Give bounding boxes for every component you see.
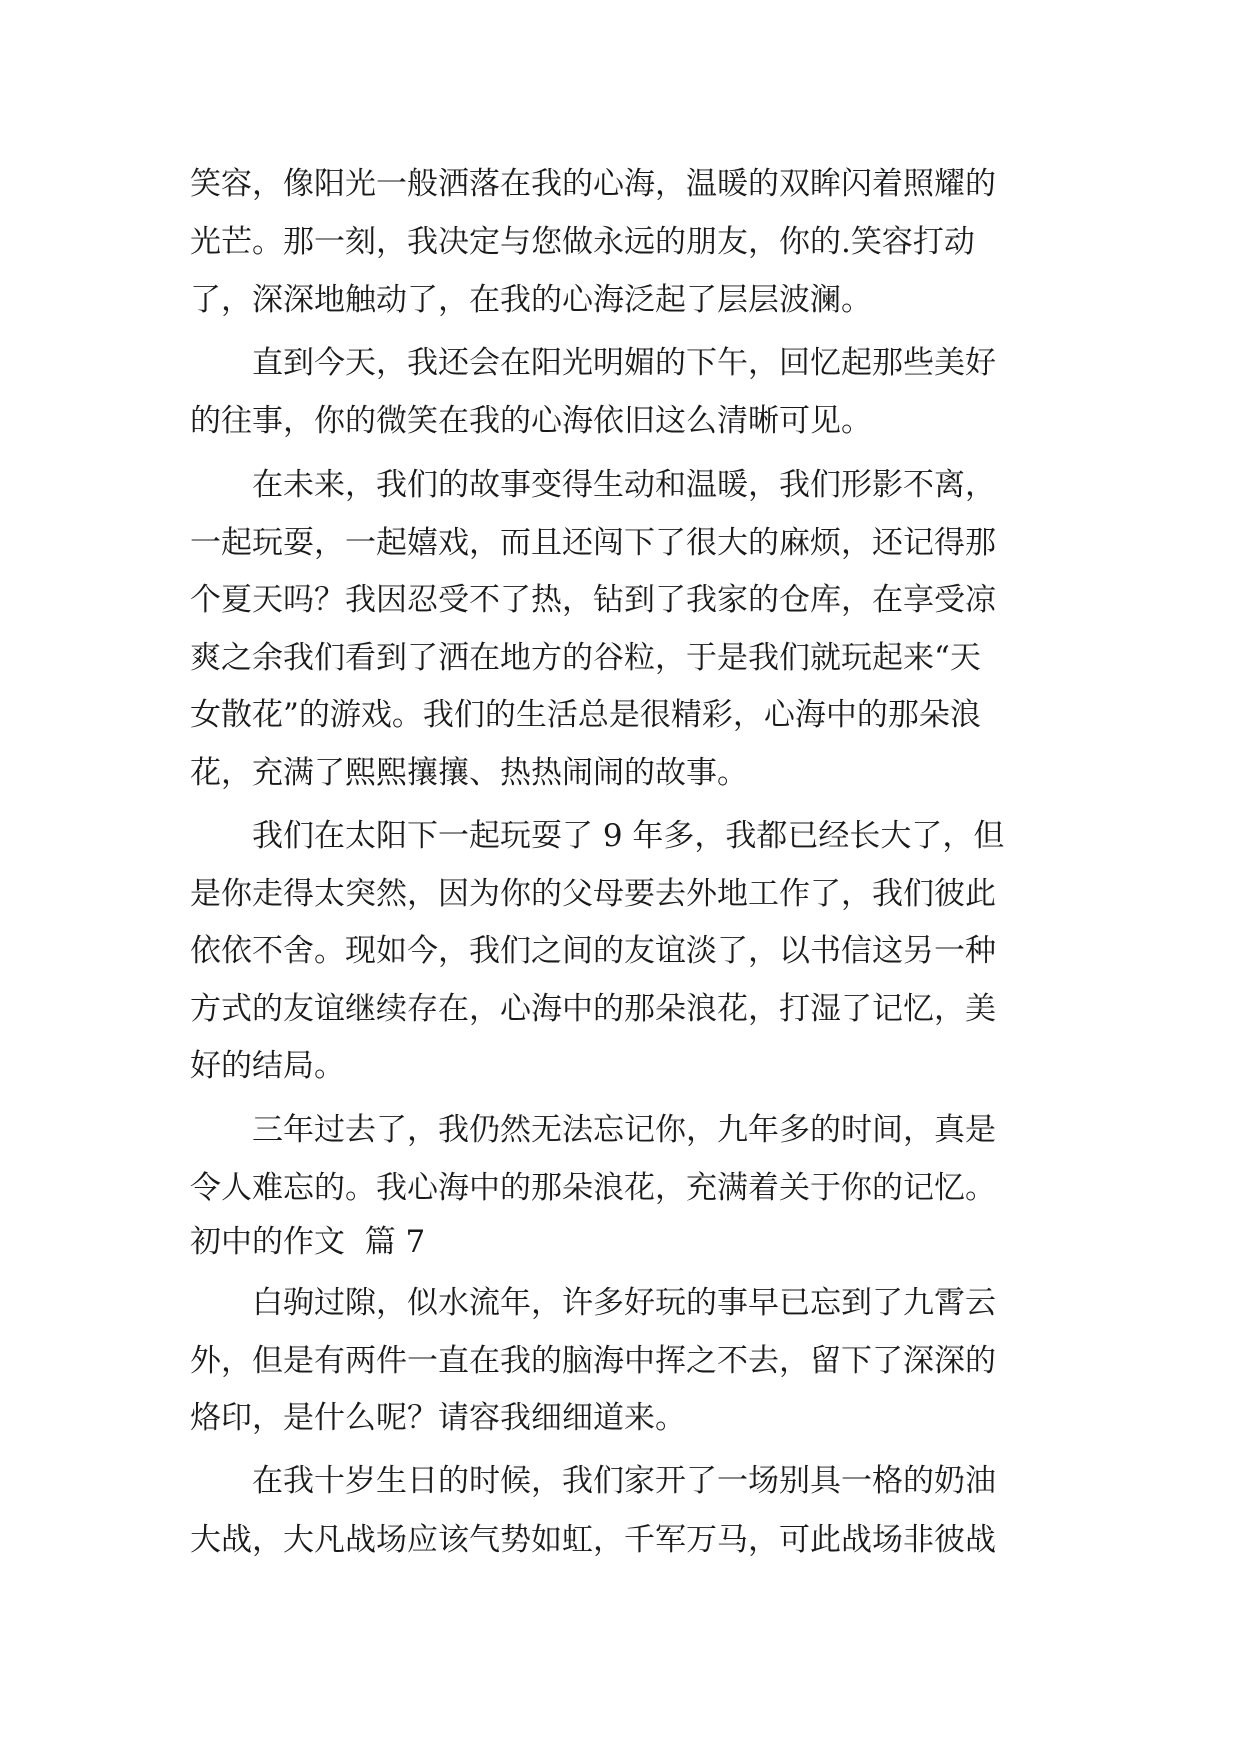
- text-line: 我们在太阳下一起玩耍了 9 年多，我都已经长大了，但: [190, 818, 1005, 854]
- text-line: 笑容，像阳光一般洒落在我的心海，温暖的双眸闪着照耀的: [190, 166, 996, 202]
- text-line: 爽之余我们看到了洒在地方的谷粒，于是我们就玩起来“天: [190, 640, 981, 676]
- text-line: 一起玩耍，一起嬉戏，而且还闯下了很大的麻烦，还记得那: [190, 525, 996, 561]
- text-line: 三年过去了，我仍然无法忘记你，九年多的时间，真是: [190, 1112, 996, 1148]
- text-line: 依依不舍。现如今，我们之间的友谊淡了，以书信这另一种: [190, 933, 996, 969]
- text-line: 直到今天，我还会在阳光明媚的下午，回忆起那些美好: [190, 345, 996, 381]
- text-line: 大战，大凡战场应该气势如虹，千军万马，可此战场非彼战: [190, 1522, 996, 1558]
- text-line: 女散花”的游戏。我们的生活总是很精彩，心海中的那朵浪: [190, 697, 981, 733]
- text-line: 在我十岁生日的时候，我们家开了一场别具一格的奶油: [190, 1463, 996, 1499]
- text-line: 的往事，你的微笑在我的心海依旧这么清晰可见。: [190, 403, 872, 439]
- text-line: 在未来，我们的故事变得生动和温暖，我们形影不离，: [190, 467, 996, 503]
- text-line: 方式的友谊继续存在，心海中的那朵浪花，打湿了记忆，美: [190, 991, 996, 1027]
- text-line: 个夏天吗？我因忍受不了热，钻到了我家的仓库，在享受凉: [190, 582, 996, 618]
- text-line: 白驹过隙，似水流年，许多好玩的事早已忘到了九霄云: [190, 1285, 996, 1321]
- text-line: 烙印，是什么呢？请容我细细道来。: [190, 1400, 686, 1436]
- text-line: 花，充满了熙熙攘攘、热热闹闹的故事。: [190, 755, 748, 791]
- text-line: 光芒。那一刻，我决定与您做永远的朋友，你的.笑容打动: [190, 224, 975, 260]
- text-line: 好的结局。: [190, 1048, 345, 1084]
- text-line: 外，但是有两件一直在我的脑海中挥之不去，留下了深深的: [190, 1343, 996, 1379]
- text-line: 是你走得太突然，因为你的父母要去外地工作了，我们彼此: [190, 876, 996, 912]
- section-heading: 初中的作文 篇 7: [190, 1224, 426, 1260]
- text-line: 令人难忘的。我心海中的那朵浪花，充满着关于你的记忆。: [190, 1170, 996, 1206]
- text-line: 了，深深地触动了，在我的心海泛起了层层波澜。: [190, 282, 872, 318]
